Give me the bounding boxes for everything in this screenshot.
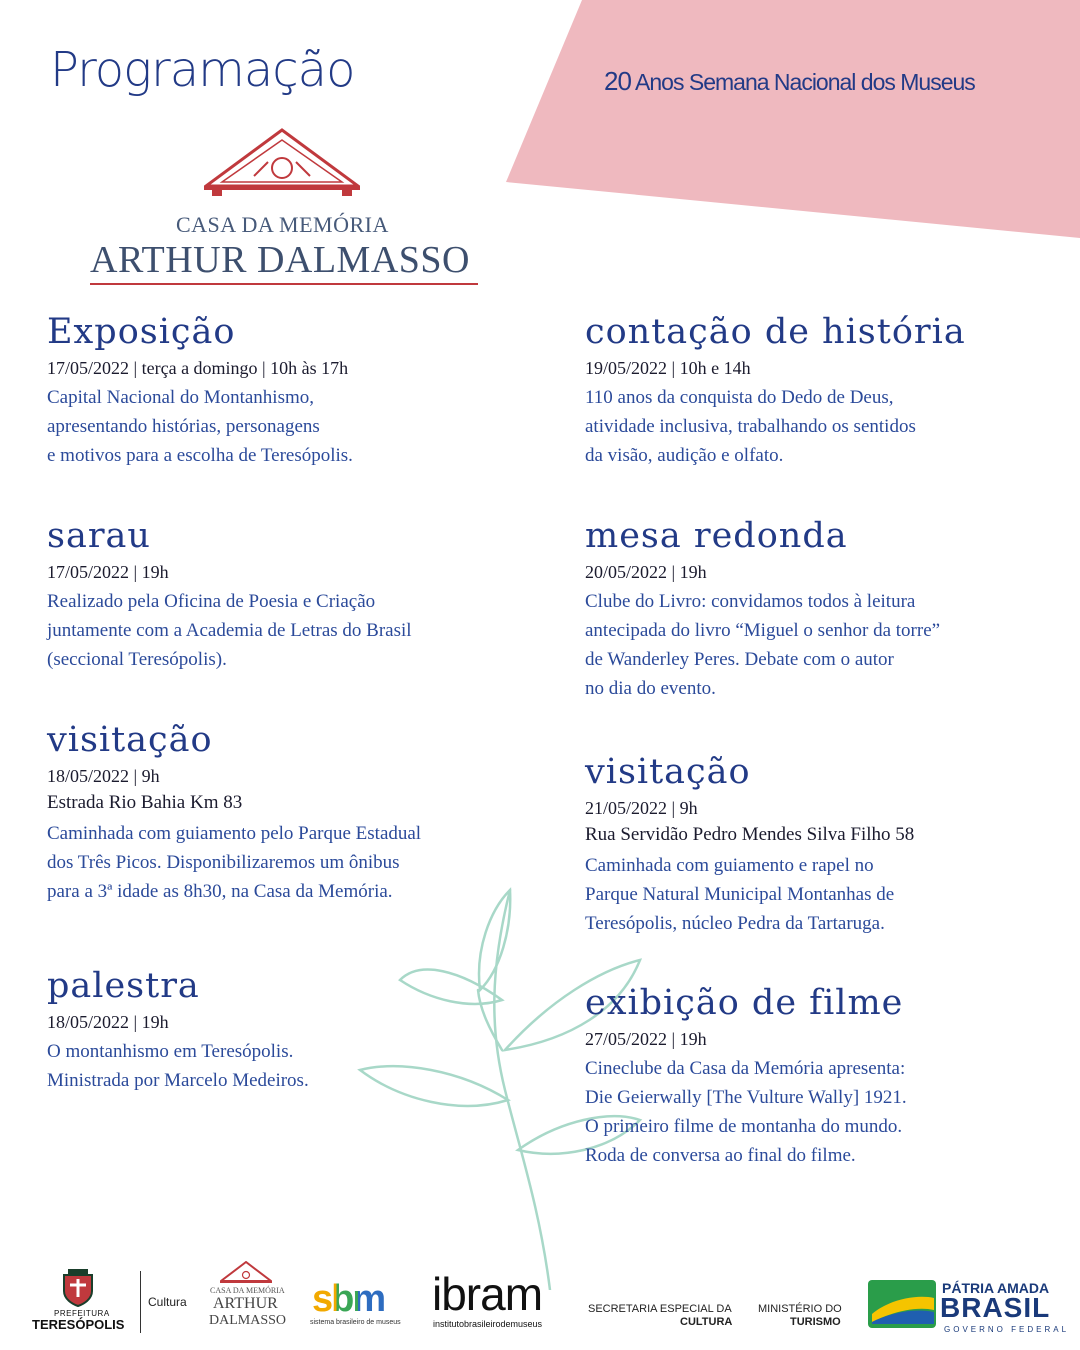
- subtitle-text: Anos Semana Nacional dos Museus: [635, 69, 975, 95]
- header-subtitle: [604, 66, 975, 97]
- event-description: Caminhada com guiamento e rapel no Parque Natural Municipal Montanhas de Teresópolis, núcleo Pedra da Tartaruga.: [585, 855, 895, 934]
- event-visitacao-2: [585, 753, 1065, 938]
- casa-line3: DALMASSO: [209, 1313, 287, 1328]
- ministerio-line1: MINISTÉRIO DO: [758, 1303, 842, 1315]
- ibram-caption: institutobrasileirodemuseus: [433, 1319, 543, 1329]
- sbm-caption: sistema brasileiro de museus: [310, 1319, 401, 1326]
- sbm-logo-text: sbm: [312, 1278, 385, 1320]
- event-meta: 27/05/2022 | 19h: [585, 1029, 707, 1049]
- footer-divider: [140, 1271, 141, 1333]
- subtitle-number: 20: [604, 66, 631, 96]
- event-exposicao: [47, 313, 527, 470]
- event-description: Capital Nacional do Montanhismo, apresentando histórias, personagens e motivos para a escolha de Teresópolis.: [47, 387, 353, 466]
- event-palestra: [47, 967, 527, 1095]
- casa-line2: ARTHUR: [213, 1295, 278, 1312]
- page-title: Programação: [50, 42, 355, 98]
- event-exibicao-filme: [585, 984, 1065, 1170]
- event-mesa-redonda: [585, 517, 1065, 703]
- brasil-flag-icon: [868, 1280, 936, 1328]
- museum-underline: [90, 283, 478, 285]
- secretaria-line2: CULTURA: [680, 1316, 733, 1328]
- event-meta: 20/05/2022 | 19h: [585, 562, 707, 582]
- event-visitacao-1: [47, 721, 527, 906]
- event-meta: 18/05/2022 | 19h: [47, 1012, 169, 1032]
- event-title: sarau: [47, 516, 151, 556]
- event-title: mesa redonda: [585, 516, 848, 556]
- event-meta: 19/05/2022 | 10h e 14h: [585, 358, 751, 378]
- cultura-label: Cultura: [148, 1295, 187, 1309]
- event-title: Exposição: [47, 312, 236, 352]
- coat-of-arms-icon: [58, 1267, 98, 1307]
- event-meta: 18/05/2022 | 9h: [47, 766, 160, 786]
- sbm-logo: [312, 1279, 384, 1319]
- event-description: Clube do Livro: convidamos todos à leitura antecipada do livro “Miguel o senhor da torre” de Wanderley Peres. Debate com o autor no dia do evento.: [585, 591, 941, 699]
- event-description: 110 anos da conquista do Dedo de Deus, atividade inclusiva, trabalhando os sentidos da visão, audição e olfato.: [585, 387, 916, 466]
- event-address: Estrada Rio Bahia Km 83: [47, 792, 243, 813]
- event-meta: 17/05/2022 | terça a domingo | 10h às 17h: [47, 358, 349, 378]
- patria-line3: GOVERNO FEDERAL: [944, 1325, 1070, 1334]
- ibram-logo: ibram: [432, 1268, 543, 1320]
- event-title: contação de história: [585, 312, 966, 352]
- pediment-logo-icon: [204, 128, 360, 196]
- patria-line1: PÁTRIA AMADA: [942, 1280, 1050, 1296]
- event-description: O montanhismo em Teresópolis. Ministrada por Marcelo Medeiros.: [47, 1041, 309, 1091]
- event-description: Cineclube da Casa da Memória apresenta: Die Geierwally [The Vulture Wally] 1921. O primeiro filme de montanha do mundo. Roda de conversa ao final do filme.: [585, 1058, 907, 1166]
- casa-line1: CASA DA MEMÓRIA: [210, 1286, 285, 1295]
- header-pink-shape: [0, 0, 1080, 260]
- secretaria-line1: SECRETARIA ESPECIAL DA: [588, 1303, 732, 1315]
- pediment-small-icon: [220, 1261, 272, 1285]
- event-sarau: [47, 517, 527, 674]
- ministerio-line2: TURISMO: [790, 1316, 841, 1328]
- event-meta: 21/05/2022 | 9h: [585, 798, 698, 818]
- footer-logos: [0, 1255, 1080, 1345]
- museum-name-line1: CASA DA MEMÓRIA: [176, 212, 389, 237]
- event-title: visitação: [585, 752, 751, 792]
- event-meta: 17/05/2022 | 19h: [47, 562, 169, 582]
- prefeitura-line2: TERESÓPOLIS: [32, 1317, 125, 1332]
- event-title: palestra: [47, 966, 200, 1006]
- event-title: visitação: [47, 720, 213, 760]
- event-description: Caminhada com guiamento pelo Parque Estadual dos Três Picos. Disponibilizaremos um ônibus para a 3ª idade as 8h30, na Casa da Memória.: [47, 823, 422, 902]
- event-title: exibição de filme: [585, 983, 904, 1023]
- event-description: Realizado pela Oficina de Poesia e Criação juntamente com a Academia de Letras do Brasil (seccional Teresópolis).: [47, 591, 412, 670]
- prefeitura-line1: PREFEITURA: [54, 1309, 110, 1318]
- event-contacao: [585, 313, 1065, 470]
- event-address: Rua Servidão Pedro Mendes Silva Filho 58: [585, 824, 915, 845]
- patria-line2: BRASIL: [940, 1292, 1051, 1323]
- museum-name-line2: ARTHUR DALMASSO: [90, 239, 470, 281]
